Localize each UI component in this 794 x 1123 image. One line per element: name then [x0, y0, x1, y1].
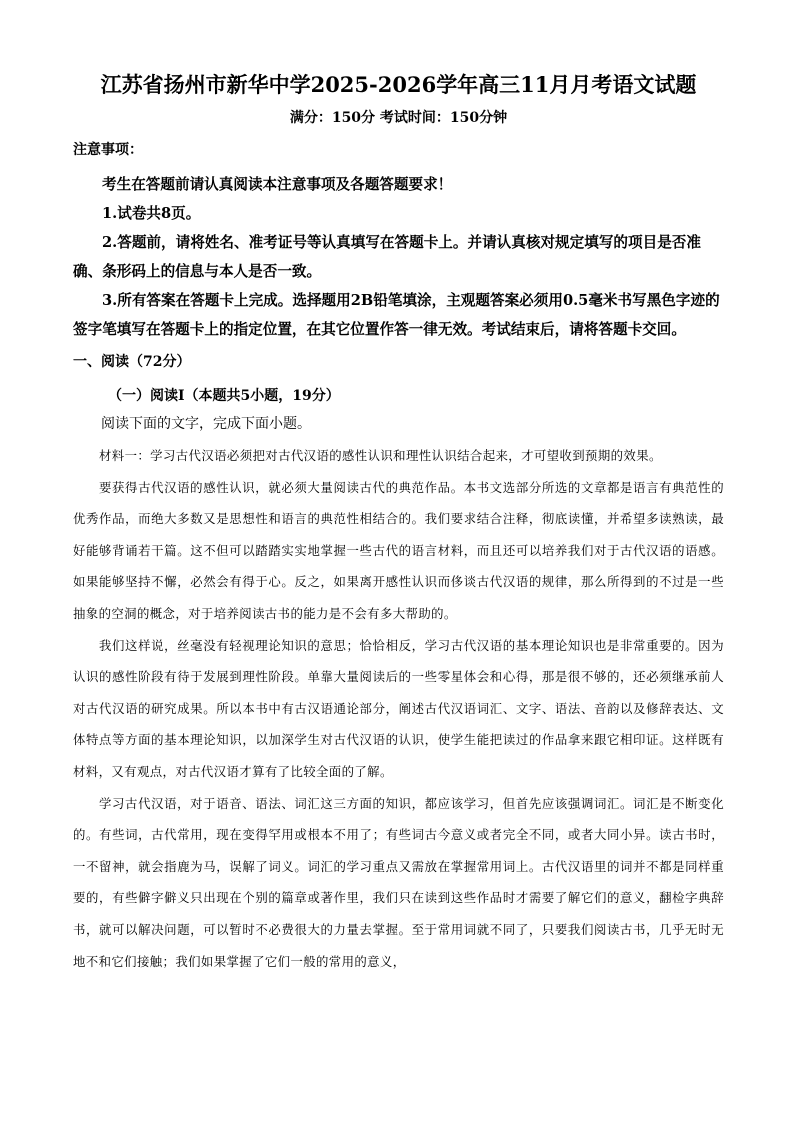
passage-paragraph: 学习古代汉语，对于语音、语法、词汇这三方面的知识，都应该学习，但首先应该强调词汇。词汇是不断变化的。有些词，古代常用，现在变得罕用或根本不用了；有些词古今意义或者完全不同，或者大同小异。读古书时，一不留神，就会指鹿为马，误解了词义。词汇的学习重点又需放在掌握常用词上。古代汉语里的词并不都是同样重要的，有些僻字僻义只出现在个别的篇章或著作里，我们只在读到这些作品时才需要了解它们的意义，翻检字典辞书，就可以解决问题，可以暂时不必费很大的力量去掌握。至于常用词就不同了，只要我们阅读古书，几乎无时无地不和它们接触；我们如果掌握了它们一般的常用的意义， [73, 795, 724, 969]
notice-item: 3.所有答案在答题卡上完成。选择题用2B铅笔填涂，主观题答案必须用0.5毫米书写黑色字迹的签字笔填写在答题卡上的指定位置，在其它位置作答一律无效。考试结束后，请将答题卡交回。 [73, 292, 720, 338]
notice-item: 1.试卷共8页。 [102, 205, 201, 222]
exam-title: 江苏省扬州市新华中学2025-2026学年高三11月月考语文试题 [100, 72, 697, 97]
notice-heading: 注意事项： [73, 142, 143, 158]
notice-item: 2.答题前，请将姓名、准考证号等认真填写在答题卡上。并请认真核对规定填写的项目是否准确、条形码上的信息与本人是否一致。 [73, 234, 701, 280]
subsection-heading: （一）阅读Ⅰ（本题共5小题，19分） [108, 388, 340, 404]
exam-score-time: 满分：150分 考试时间：150分钟 [289, 110, 508, 126]
notice-item: 考生在答题前请认真阅读本注意事项及各题答题要求！ [102, 176, 453, 193]
reading-passage [73, 440, 724, 977]
passage-paragraph: 要获得古代汉语的感性认识，就必须大量阅读古代的典范作品。本书文选部分所选的文章都是语言有典范性的优秀作品，而绝大多数又是思想性和语言的典范性相结合的。我们要求结合注释，彻底读懂，并希望多读熟读，最好能够背诵若干篇。这不但可以踏踏实实地掌握一些古代的语言材料，而且还可以培养我们对于古代汉语的语感。如果能够坚持不懈，必然会有得于心。反之，如果离开感性认识而侈谈古代汉语的规律，那么所得到的不过是一些抽象的空洞的概念，对于培养阅读古书的能力是不会有多大帮助的。 [73, 479, 724, 621]
section-heading: 一、阅读（72分） [73, 354, 191, 370]
reading-instruction: 阅读下面的文字，完成下面小题。 [101, 416, 311, 432]
passage-paragraph: 我们这样说，丝毫没有轻视理论知识的意思；恰恰相反，学习古代汉语的基本理论知识也是非常重要的。因为认识的感性阶段有待于发展到理性阶段。单靠大量阅读后的一些零星体会和心得，那是很不够的，还必须继承前人对古代汉语的研究成果。所以本书中有古汉语通论部分，阐述古代汉语词汇、文字、语法、音韵以及修辞表达、文体特点等方面的基本理论知识，以加深学生对古代汉语的认识，使学生能把读过的作品拿来跟它相印证。这样既有材料，又有观点，对古代汉语才算有了比较全面的了解。 [73, 637, 724, 779]
passage-paragraph: 材料一：学习古代汉语必须把对古代汉语的感性认识和理性认识结合起来，才可望收到预期的效果。 [99, 448, 662, 463]
